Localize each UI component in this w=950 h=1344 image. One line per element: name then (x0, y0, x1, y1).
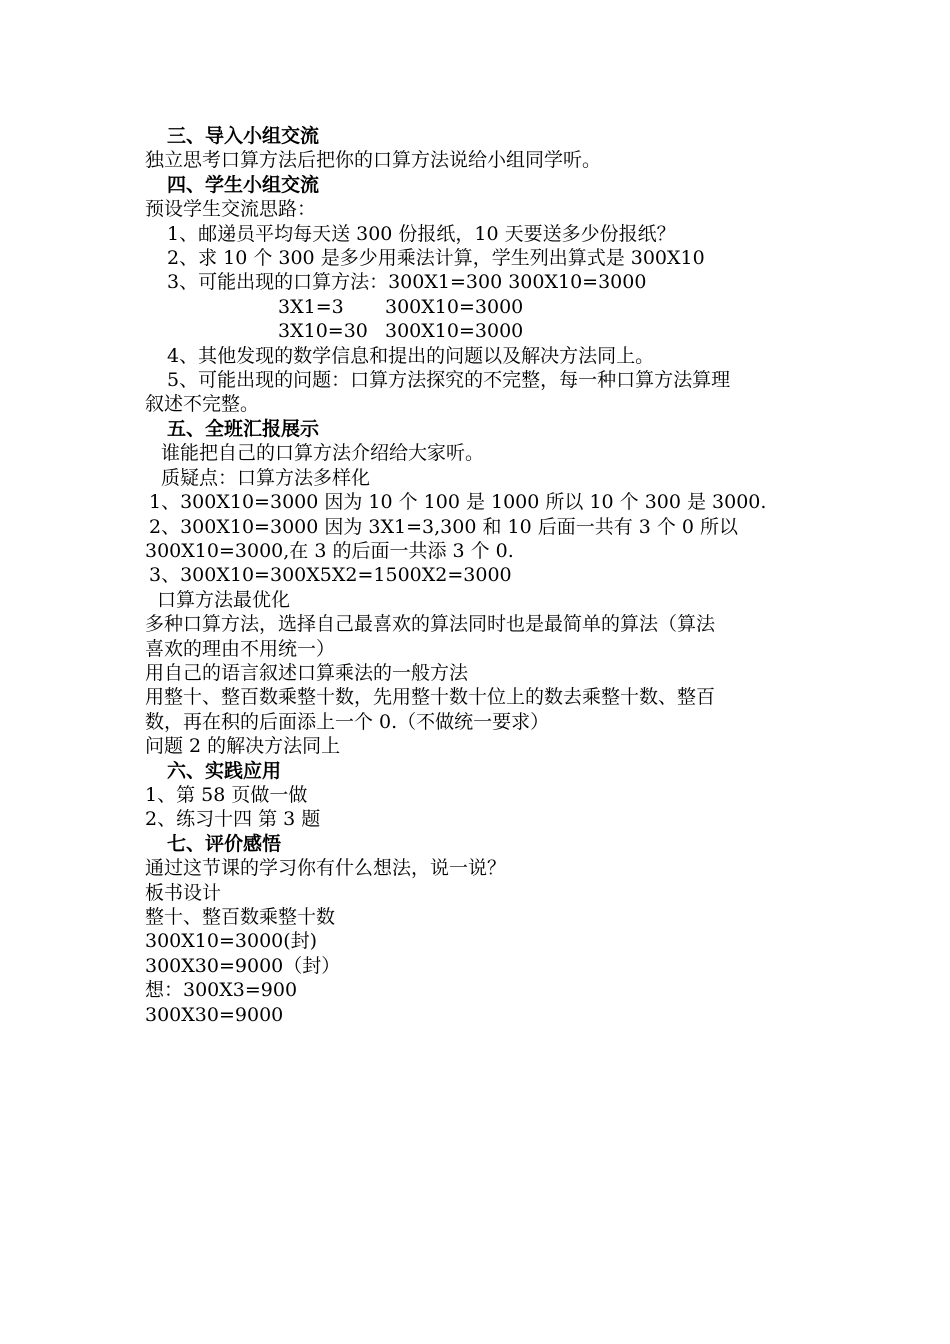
paragraph: 独立思考口算方法后把你的口算方法说给小组同学听。 (145, 149, 602, 172)
board-line: 整十、整百数乘整十数 (145, 906, 336, 928)
calc-cell: 3X1=3 (278, 295, 344, 318)
section-heading-3: 三、导入小组交流 (167, 125, 320, 147)
list-item: 1、邮递员平均每天送 300 份报纸，10 天要送多少份报纸？ (167, 222, 676, 245)
paragraph: 预设学生交流思路： (145, 198, 317, 221)
list-item: 4、其他发现的数学信息和提出的问题以及解决方法同上。 (167, 344, 655, 367)
list-item: 1、第 58 页做一做 (145, 783, 308, 806)
paragraph: 多种口算方法，选择自己最喜欢的算法同时也是最简单的算法（算法 (145, 613, 716, 636)
paragraph: 叙述不完整。 (145, 393, 260, 416)
document-page (145, 124, 815, 1027)
section-heading-5: 五、全班汇报展示 (167, 417, 320, 440)
calc-cell: 300X10=3000 (385, 295, 524, 318)
section-heading-6: 六、实践应用 (167, 759, 282, 782)
list-item: 2、练习十四 第 3 题 (145, 808, 321, 831)
section-heading-7: 七、评价感悟 (167, 832, 282, 855)
calc-row (145, 319, 815, 343)
calc-cell: 3X10=30 (278, 320, 368, 343)
calc-row (145, 295, 815, 319)
calc-cell: 300X10=3000 (385, 320, 524, 343)
list-item: 2、300X10=3000 因为 3X1=3,300 和 10 后面一共有 3 个 0 所以 (149, 515, 739, 538)
paragraph: 数，再在积的后面添上一个 0.（不做统一要求） (145, 710, 550, 733)
section-heading-4: 四、学生小组交流 (167, 173, 320, 196)
list-item: 2、求 10 个 300 是多少用乘法计算，学生列出算式是 300X10 (167, 247, 705, 270)
list-item: 5、可能出现的问题：口算方法探究的不完整，每一种口算方法算理 (167, 369, 731, 392)
paragraph: 通过这节课的学习你有什么想法，说一说？ (145, 857, 507, 880)
paragraph: 质疑点：口算方法多样化 (161, 466, 371, 489)
paragraph: 口算方法最优化 (157, 588, 291, 611)
paragraph: 喜欢的理由不用统一） (145, 637, 336, 660)
list-item: 3、300X10=300X5X2=1500X2=3000 (149, 564, 512, 587)
paragraph: 用自己的语言叙述口算乘法的一般方法 (145, 661, 469, 684)
paragraph: 问题 2 的解决方法同上 (145, 735, 341, 758)
board-design-title: 板书设计 (145, 881, 222, 904)
paragraph: 谁能把自己的口算方法介绍给大家听。 (161, 442, 485, 465)
paragraph: 300X10=3000,在 3 的后面一共添 3 个 0. (145, 539, 514, 562)
paragraph: 用整十、整百数乘整十数，先用整十数十位上的数去乘整十数、整百 (145, 686, 716, 709)
board-line: 想：300X3=900 (145, 979, 298, 1002)
list-item: 3、可能出现的口算方法：300X1=300 300X10=3000 (167, 271, 647, 294)
board-line: 300X10=3000(封) (145, 930, 318, 953)
board-line: 300X30=9000（封） (145, 954, 341, 977)
list-item: 1、300X10=3000 因为 10 个 100 是 1000 所以 10 个 300 是 3000. (149, 491, 767, 514)
board-line: 300X30=9000 (145, 1003, 284, 1026)
